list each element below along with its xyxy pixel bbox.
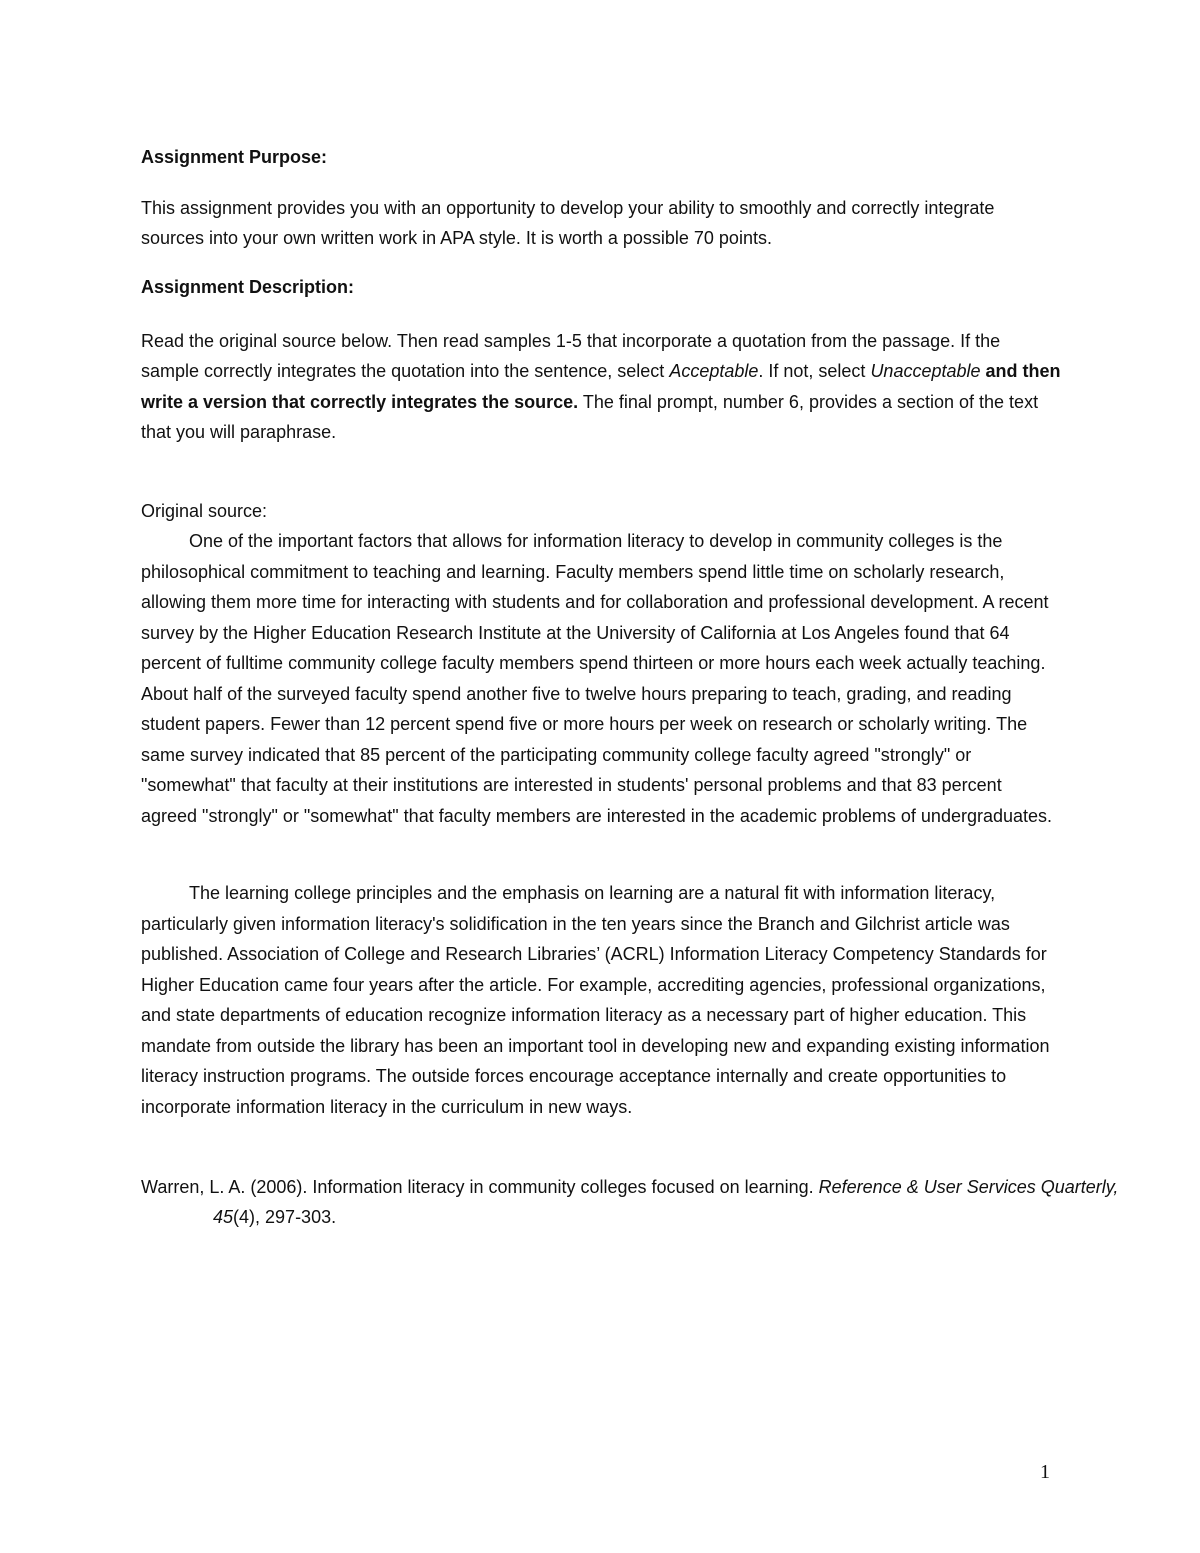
citation-journal: Reference & User Services Quarterly, 45 [213, 1177, 1119, 1227]
citation-authors-title: Warren, L. A. (2006). Information literacy in community colleges focused on learning. [141, 1177, 819, 1197]
page-number: 1 [1040, 1461, 1050, 1483]
citation-issue-pages: (4), 297-303. [233, 1207, 337, 1227]
citation [141, 1172, 1133, 1232]
source-paragraph-2: The learning college principles and the emphasis on learning are a natural fit with information literacy, particularly given information literacy's solidification in the ten years since the Branch and Gilchrist article was published. Association of College and Research Libraries’ (ACRL) Information Literacy Competency Standards for Higher Education came four years after the article. For example, accrediting agencies, professional organizations, and state departments of education recognize information literacy as a necessary part of higher education. This mandate from outside the library has been an important tool in developing new and expanding existing information literacy instruction programs. The outside forces encourage acceptance internally and create opportunities to incorporate information literacy in the curriculum in new ways. [141, 883, 1050, 1117]
description-bold-instruction: and then write a version that correctly integrates the source. [141, 361, 1061, 412]
description-part2: . If not, select [758, 361, 871, 382]
description-part3: The final prompt, number 6, provides a section of the text that you will paraphrase. [141, 391, 1039, 443]
purpose-text: This assignment provides you with an opportunity to develop your ability to smoothly and correctly integrate sources into your own written work in APA style. It is worth a possible 70 points. [141, 198, 995, 249]
unacceptable-term: Unacceptable [870, 361, 981, 382]
purpose-heading: Assignment Purpose: [141, 147, 328, 167]
acceptable-term: Acceptable [669, 361, 759, 382]
source-label: Original source: [141, 501, 268, 521]
source-paragraph-1: One of the important factors that allows for information literacy to develop in community colleges is the philosophical commitment to teaching and learning. Faculty members spend little time on scholarly research, allowing them more time for interacting with students and for collaboration and professional development. A recent survey by the Higher Education Research Institute at the University of California at Los Angeles found that 64 percent of fulltime community college faculty members spend thirteen or more hours each week actually teaching. About half of the surveyed faculty spend another five to twelve hours preparing to teach, grading, and reading student papers. Fewer than 12 percent spend five or more hours per week on research or scholarly writing. The same survey indicated that 85 percent of the participating community college faculty agreed "strongly" or "somewhat" that faculty at their institutions are interested in students' personal problems and that 83 percent agreed "strongly" or "somewhat" that faculty members are interested in the academic problems of undergraduates. [141, 531, 1053, 826]
description-text [141, 326, 1061, 448]
description-heading: Assignment Description: [141, 277, 355, 297]
description-part1: Read the original source below. Then read samples 1-5 that incorporate a quotation from the passage. If the sample correctly integrates the quotation into the sentence, select [141, 331, 1001, 382]
